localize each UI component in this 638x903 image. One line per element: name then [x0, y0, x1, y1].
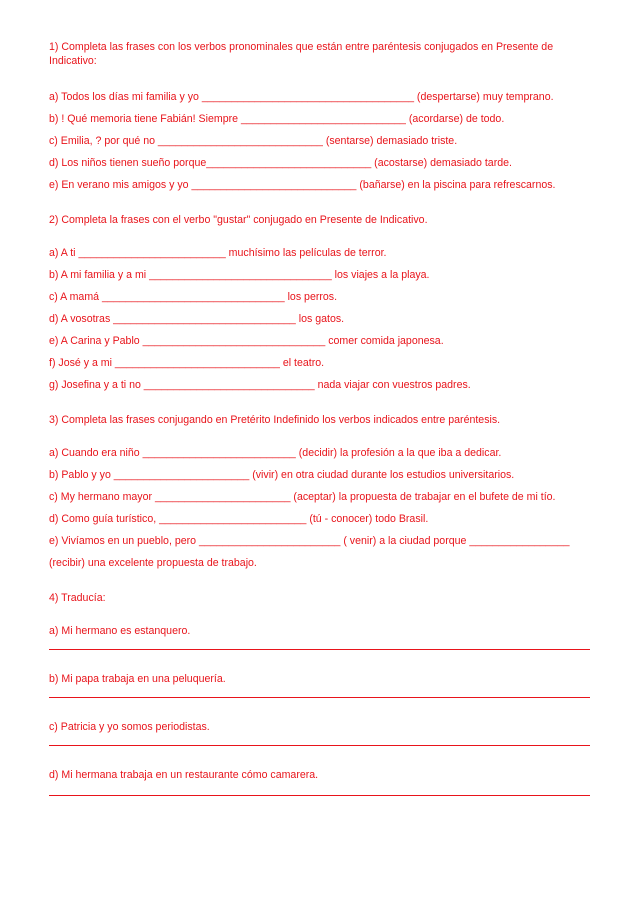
- answer-line-b[interactable]: [49, 697, 590, 698]
- section-4-item-a: a) Mi hermano es estanquero.: [49, 625, 191, 637]
- section-1-title: 1) Completa las frases con los verbos pronominales que están entre paréntesis conjugados en Presente de Indicativo:: [49, 41, 554, 67]
- section-1-item-c: c) Emilia, ? por qué no ____________________________ (sentarse) demasiado triste.: [49, 135, 458, 147]
- section-3-item-d: d) Como guía turístico, _________________________ (tú - conocer) todo Brasil.: [49, 513, 429, 525]
- section-1-item-d: d) Los niños tienen sueño porque____________________________ (acostarse) demasiado tarde.: [49, 157, 512, 169]
- section-2-item-g: g) Josefina y a ti no _____________________________ nada viajar con vuestros padres.: [49, 379, 471, 391]
- section-2-item-f: f) José y a mi ____________________________ el teatro.: [49, 357, 325, 369]
- section-3-item-b: b) Pablo y yo _______________________ (vivir) en otra ciudad durante los estudios universitarios.: [49, 469, 515, 481]
- section-3-item-c: c) My hermano mayor _______________________ (aceptar) la propuesta de trabajar en el bufete de mi tío.: [49, 491, 556, 503]
- section-4-title: 4) Traducía:: [49, 592, 106, 604]
- section-2-item-b: b) A mi familia y a mi _______________________________ los viajes a la playa.: [49, 269, 430, 281]
- section-2-item-d: d) A vosotras _______________________________ los gatos.: [49, 313, 345, 325]
- section-4-item-d: d) Mi hermana trabaja en un restaurante cómo camarera.: [49, 769, 319, 781]
- section-4-item-b: b) Mi papa trabaja en una peluquería.: [49, 673, 226, 685]
- section-2-item-e: e) A Carina y Pablo _______________________________ comer comida japonesa.: [49, 335, 444, 347]
- section-3-item-e-continued: (recibir) una excelente propuesta de trabajo.: [49, 557, 257, 569]
- section-4-item-c: c) Patricia y yo somos periodistas.: [49, 721, 210, 733]
- section-3-title: 3) Completa las frases conjugando en Pretérito Indefinido los verbos indicados entre paréntesis.: [49, 414, 501, 426]
- section-1-item-b: b) ! Qué memoria tiene Fabián! Siempre ____________________________ (acordarse) de todo.: [49, 113, 505, 125]
- section-1-item-e: e) En verano mis amigos y yo ____________________________ (bañarse) en la piscina para refrescarnos.: [49, 179, 556, 191]
- section-3-item-a: a) Cuando era niño __________________________ (decidir) la profesión a la que iba a dedicar.: [49, 447, 502, 459]
- section-2-item-a: a) A ti _________________________ muchísimo las películas de terror.: [49, 247, 387, 259]
- section-3-item-e: e) Vivíamos en un pueblo, pero ________________________ ( venir) a la ciudad porque _________________: [49, 535, 570, 547]
- section-1-item-a: a) Todos los días mi familia y yo ____________________________________ (despertarse) muy temprano.: [49, 91, 554, 103]
- answer-line-d[interactable]: [49, 795, 590, 796]
- answer-line-a[interactable]: [49, 649, 590, 650]
- section-2-item-c: c) A mamá _______________________________ los perros.: [49, 291, 338, 303]
- answer-line-c[interactable]: [49, 745, 590, 746]
- section-2-title: 2) Completa la frases con el verbo "gustar" conjugado en Presente de Indicativo.: [49, 214, 428, 226]
